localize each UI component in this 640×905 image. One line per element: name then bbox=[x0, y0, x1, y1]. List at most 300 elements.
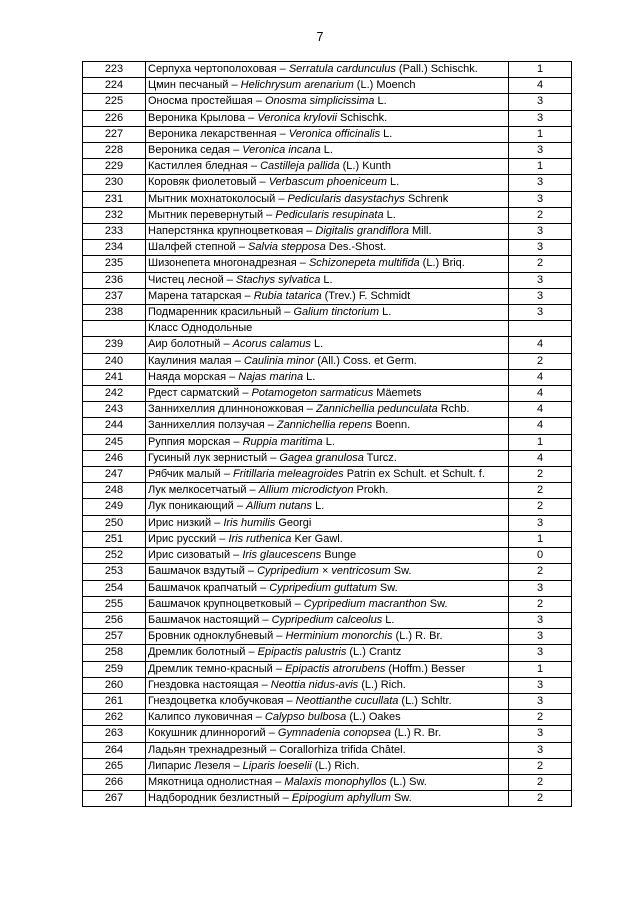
table-row bbox=[83, 175, 572, 191]
status-category: 3 bbox=[509, 240, 572, 256]
row-number: 267 bbox=[83, 791, 146, 807]
table-row bbox=[83, 499, 572, 515]
table-row bbox=[83, 256, 572, 272]
author-citation: L. bbox=[374, 95, 387, 108]
author-citation: Boenn. bbox=[372, 419, 411, 432]
table-row bbox=[83, 531, 572, 547]
latin-name: Cypripedium × ventricosum bbox=[257, 565, 391, 578]
russian-name: Каулиния малая bbox=[148, 354, 232, 367]
status-category: 3 bbox=[509, 612, 572, 628]
russian-name: Гнездовка настоящая bbox=[148, 678, 259, 691]
russian-name: Лук поникающий bbox=[148, 500, 234, 513]
row-number: 244 bbox=[83, 418, 146, 434]
author-citation: Sw. bbox=[390, 792, 412, 805]
row-number: 266 bbox=[83, 774, 146, 790]
status-category: 3 bbox=[509, 515, 572, 531]
table-row bbox=[83, 467, 572, 483]
russian-name: Мытник перевернутый bbox=[148, 208, 264, 221]
status-category: 3 bbox=[509, 305, 572, 321]
author-citation: L. bbox=[322, 435, 335, 448]
author-citation: (L.) Rich. bbox=[358, 678, 406, 691]
status-category: 1 bbox=[509, 434, 572, 450]
author-citation: (L.) R. Br. bbox=[391, 727, 442, 740]
russian-name: Ирис русский bbox=[148, 532, 217, 545]
status-category: 2 bbox=[509, 207, 572, 223]
table-row bbox=[83, 612, 572, 628]
status-category: 3 bbox=[509, 143, 572, 159]
status-category: 4 bbox=[509, 337, 572, 353]
russian-name: Надбородник безлистный bbox=[148, 792, 280, 805]
table-row bbox=[83, 288, 572, 304]
species-name: Гнездовка настоящая – Neottia nidus-avis (L.) Rich. bbox=[146, 677, 509, 693]
latin-name: Caulinia minor bbox=[243, 354, 315, 367]
author-citation: (L.) Briq. bbox=[419, 257, 465, 270]
table-row bbox=[83, 434, 572, 450]
author-citation: Sw. bbox=[426, 597, 448, 610]
russian-name: Коровяк фиолетовый bbox=[148, 176, 257, 189]
latin-name: Rubia tatarica bbox=[253, 289, 322, 302]
row-number: 233 bbox=[83, 224, 146, 240]
latin-name: Onosma simplicissima bbox=[265, 95, 375, 108]
table-row bbox=[83, 240, 572, 256]
table-row bbox=[83, 224, 572, 240]
species-name: Подмаренник красильный – Galium tinctorium L. bbox=[146, 305, 509, 321]
status-category: 1 bbox=[509, 531, 572, 547]
latin-name: Schizonepeta multifida bbox=[308, 257, 420, 270]
russian-name: Заннихеллия длинноножковая bbox=[148, 403, 304, 416]
status-category: 1 bbox=[509, 126, 572, 142]
status-category: 2 bbox=[509, 758, 572, 774]
row-number: 225 bbox=[83, 94, 146, 110]
latin-name: Cypripedium guttatum bbox=[269, 581, 377, 594]
latin-name: Epipogium aphyllum bbox=[291, 792, 391, 805]
row-number: 260 bbox=[83, 677, 146, 693]
species-name: Руппия морская – Ruppia maritima L. bbox=[146, 434, 509, 450]
latin-name: Epipactis palustris bbox=[257, 646, 347, 659]
latin-name: Herminium monorchis bbox=[285, 630, 393, 643]
species-name: Калипсо луковичная – Calypso bulbosa (L.) Oakes bbox=[146, 710, 509, 726]
row-number: 228 bbox=[83, 143, 146, 159]
russian-name: Рябчик малый bbox=[148, 468, 221, 481]
status-category: 2 bbox=[509, 256, 572, 272]
species-name: Мякотница однолистная – Malaxis monophyllos (L.) Sw. bbox=[146, 774, 509, 790]
species-name: Рдест сарматский – Potamogeton sarmaticus Mäemets bbox=[146, 386, 509, 402]
row-number: 231 bbox=[83, 191, 146, 207]
russian-name: Ирис низкий bbox=[148, 516, 212, 529]
author-citation: L. bbox=[310, 338, 324, 351]
table-row bbox=[83, 693, 572, 709]
row-number: 227 bbox=[83, 126, 146, 142]
table-row bbox=[83, 791, 572, 807]
row-number: 223 bbox=[83, 62, 146, 78]
species-name: Шизонепета многонадрезная – Schizonepeta multifida (L.) Briq. bbox=[146, 256, 509, 272]
author-citation: (L.) Schltr. bbox=[398, 694, 452, 707]
table-row bbox=[83, 272, 572, 288]
latin-name: Iris ruthenica bbox=[228, 532, 292, 545]
row-number: 257 bbox=[83, 629, 146, 645]
russian-name: Калипсо луковичная bbox=[148, 711, 253, 724]
table-row bbox=[83, 742, 572, 758]
row-number: 240 bbox=[83, 353, 146, 369]
row-number: 254 bbox=[83, 580, 146, 596]
russian-name: Кастиллея бледная bbox=[148, 160, 248, 173]
author-citation: L. bbox=[312, 500, 325, 513]
row-number: 252 bbox=[83, 548, 146, 564]
table-row bbox=[83, 369, 572, 385]
latin-name: Potamogeton sarmaticus bbox=[251, 387, 374, 400]
status-category: 2 bbox=[509, 353, 572, 369]
species-name: Заннихеллия ползучая – Zannichellia repens Boenn. bbox=[146, 418, 509, 434]
status-category bbox=[509, 321, 572, 337]
row-number: 237 bbox=[83, 288, 146, 304]
row-number: 255 bbox=[83, 596, 146, 612]
row-number: 235 bbox=[83, 256, 146, 272]
species-name: Вероника Крылова – Veronica krylovii Schischk. bbox=[146, 110, 509, 126]
species-name: Мытник мохнатоколосый – Pedicularis dasystachys Schrenk bbox=[146, 191, 509, 207]
table-row bbox=[83, 418, 572, 434]
species-name: Бровник одноклубневый – Herminium monorchis (L.) R. Br. bbox=[146, 629, 509, 645]
russian-name: Мякотница однолистная bbox=[148, 775, 273, 788]
status-category: 4 bbox=[509, 78, 572, 94]
table-row bbox=[83, 645, 572, 661]
row-number: 241 bbox=[83, 369, 146, 385]
species-name: Мытник перевернутый – Pedicularis resupinata L. bbox=[146, 207, 509, 223]
author-citation: (L.) Crantz bbox=[346, 646, 402, 659]
author-citation: Mill. bbox=[408, 225, 432, 238]
row-number: 248 bbox=[83, 483, 146, 499]
russian-name: Башмачок настоящий bbox=[148, 613, 260, 626]
latin-name: Neottia nidus-avis bbox=[270, 678, 359, 691]
latin-name: Serratula cardunculus bbox=[288, 63, 396, 75]
latin-name: Salvia stepposa bbox=[248, 241, 326, 254]
author-citation: (L.) Oakes bbox=[346, 711, 401, 724]
row-number: 236 bbox=[83, 272, 146, 288]
row-number: 256 bbox=[83, 612, 146, 628]
species-name: Серпуха чертополоховая – Serratula cardunculus (Pall.) Schischk. bbox=[146, 62, 509, 78]
status-category: 2 bbox=[509, 564, 572, 580]
status-category: 3 bbox=[509, 726, 572, 742]
author-citation: Bunge bbox=[321, 549, 357, 562]
section-row bbox=[83, 321, 572, 337]
latin-name: Pedicularis resupinata bbox=[275, 208, 384, 221]
author-citation: (L.) R. Br. bbox=[392, 630, 443, 643]
russian-name: Наяда морская bbox=[148, 370, 227, 383]
author-citation: (L.) Rich. bbox=[311, 759, 360, 772]
row-number: 229 bbox=[83, 159, 146, 175]
species-name: Башмачок крапчатый – Cypripedium guttatum Sw. bbox=[146, 580, 509, 596]
row-number: 258 bbox=[83, 645, 146, 661]
row-number: 234 bbox=[83, 240, 146, 256]
species-name: Башмачок вздутый – Cypripedium × ventricosum Sw. bbox=[146, 564, 509, 580]
latin-name: Najas marina bbox=[238, 370, 304, 383]
row-number: 250 bbox=[83, 515, 146, 531]
row-number: 251 bbox=[83, 531, 146, 547]
row-number: 249 bbox=[83, 499, 146, 515]
row-number: 224 bbox=[83, 78, 146, 94]
table-row bbox=[83, 515, 572, 531]
table-row bbox=[83, 402, 572, 418]
author-citation: Georgi bbox=[275, 516, 312, 529]
species-name: Липарис Лезеля – Liparis loeselii (L.) Rich. bbox=[146, 758, 509, 774]
russian-name: Гусиный лук зернистый bbox=[148, 451, 268, 464]
species-name: Надбородник безлистный – Epipogium aphyllum Sw. bbox=[146, 791, 509, 807]
russian-name: Ирис сизоватый bbox=[148, 549, 231, 562]
row-number: 245 bbox=[83, 434, 146, 450]
table-row bbox=[83, 78, 572, 94]
status-category: 4 bbox=[509, 402, 572, 418]
table-row bbox=[83, 774, 572, 790]
table-row bbox=[83, 305, 572, 321]
latin-name: Gymnadenia conopsea bbox=[277, 727, 392, 740]
author-citation: Sw. bbox=[390, 565, 412, 578]
author-citation: (Pall.) Schischk. bbox=[395, 63, 478, 75]
table-row bbox=[83, 580, 572, 596]
status-category: 1 bbox=[509, 159, 572, 175]
table-row bbox=[83, 483, 572, 499]
status-category: 1 bbox=[509, 62, 572, 78]
russian-name: Вероника Крылова bbox=[148, 111, 246, 124]
russian-name: Башмачок крупноцветковый bbox=[148, 597, 292, 610]
author-citation: L. bbox=[382, 613, 395, 626]
status-category: 0 bbox=[509, 548, 572, 564]
author-citation: Des.-Shost. bbox=[325, 241, 387, 254]
author-citation: Schrenk bbox=[404, 192, 449, 205]
table-row bbox=[83, 94, 572, 110]
author-citation: L. bbox=[303, 370, 316, 383]
russian-name: Кокушник длиннорогий bbox=[148, 727, 266, 740]
russian-name: Марена татарская bbox=[148, 289, 242, 302]
latin-name: Stachys sylvatica bbox=[235, 273, 321, 286]
species-name: Коровяк фиолетовый – Verbascum phoeniceum L. bbox=[146, 175, 509, 191]
row-number: 239 bbox=[83, 337, 146, 353]
species-name: Вероника седая – Veronica incana L. bbox=[146, 143, 509, 159]
author-citation: L. bbox=[320, 144, 333, 157]
latin-name: Veronica incana bbox=[242, 144, 321, 157]
latin-name: Digitalis grandiflora bbox=[315, 225, 409, 238]
table-row bbox=[83, 564, 572, 580]
latin-name: Helichrysum arenarium bbox=[240, 79, 354, 92]
russian-name: Лук мелкосетчатый bbox=[148, 484, 247, 497]
author-citation: (All.) Coss. et Germ. bbox=[314, 354, 417, 367]
author-citation: Rchb. bbox=[437, 403, 470, 416]
status-category: 3 bbox=[509, 110, 572, 126]
species-name: Оносма простейшая – Onosma simplicissima L. bbox=[146, 94, 509, 110]
russian-name: Мытник мохнатоколосый bbox=[148, 192, 276, 205]
russian-name: Вероника седая bbox=[148, 144, 231, 157]
status-category: 1 bbox=[509, 661, 572, 677]
species-table-body bbox=[83, 62, 572, 807]
author-citation: L. bbox=[383, 208, 396, 221]
table-row bbox=[83, 191, 572, 207]
status-category: 3 bbox=[509, 224, 572, 240]
status-category: 3 bbox=[509, 742, 572, 758]
author-citation: Mäemets bbox=[373, 387, 422, 400]
russian-name: Рдест сарматский bbox=[148, 387, 240, 400]
table-row bbox=[83, 629, 572, 645]
row-number: 259 bbox=[83, 661, 146, 677]
latin-name: Ruppia maritima bbox=[242, 435, 323, 448]
species-name: Дремлик болотный – Epipactis palustris (L.) Crantz bbox=[146, 645, 509, 661]
author-citation: Ker Gawl. bbox=[291, 532, 343, 545]
russian-name: Липарис Лезеля bbox=[148, 759, 231, 772]
latin-name: Allium microdictyon bbox=[258, 484, 354, 497]
russian-name: Ладьян трехнадрезный bbox=[148, 743, 267, 756]
row-number: 246 bbox=[83, 450, 146, 466]
species-name: Лук поникающий – Allium nutans L. bbox=[146, 499, 509, 515]
latin-name: Verbascum phoeniceum bbox=[268, 176, 387, 189]
species-name: Ирис русский – Iris ruthenica Ker Gawl. bbox=[146, 531, 509, 547]
table-row bbox=[83, 143, 572, 159]
russian-name: Вероника лекарственная bbox=[148, 127, 277, 140]
row-number: 243 bbox=[83, 402, 146, 418]
russian-name: Шизонепета многонадрезная bbox=[148, 257, 297, 270]
species-name: Аир болотный – Acorus calamus L. bbox=[146, 337, 509, 353]
russian-name: Чистец лесной bbox=[148, 273, 224, 286]
russian-name: Оносма простейшая bbox=[148, 95, 253, 108]
latin-name: Cypripedium macranthon bbox=[303, 597, 427, 610]
latin-name: Cypripedium calceolus bbox=[271, 613, 383, 626]
russian-name: Шалфей степной bbox=[148, 241, 236, 254]
table-row bbox=[83, 110, 572, 126]
table-row bbox=[83, 207, 572, 223]
status-category: 2 bbox=[509, 467, 572, 483]
table-row bbox=[83, 677, 572, 693]
russian-name: Башмачок крапчатый bbox=[148, 581, 258, 594]
status-category: 3 bbox=[509, 629, 572, 645]
table-row bbox=[83, 386, 572, 402]
latin-name: Allium nutans bbox=[246, 500, 313, 513]
species-name: Наперстянка крупноцветковая – Digitalis grandiflora Mill. bbox=[146, 224, 509, 240]
latin-name: Acorus calamus bbox=[232, 338, 311, 351]
status-category: 2 bbox=[509, 499, 572, 515]
latin-name: Castilleja pallida bbox=[260, 160, 340, 173]
row-number: 238 bbox=[83, 305, 146, 321]
author-citation: (L.) Sw. bbox=[386, 775, 427, 788]
species-name: Кастиллея бледная – Castilleja pallida (L.) Kunth bbox=[146, 159, 509, 175]
status-category: 3 bbox=[509, 288, 572, 304]
author-citation: L. bbox=[380, 127, 393, 140]
species-name: Заннихеллия длинноножковая – Zannichellia pedunculata Rchb. bbox=[146, 402, 509, 418]
author-citation: Prokh. bbox=[353, 484, 389, 497]
status-category: 3 bbox=[509, 580, 572, 596]
row-number bbox=[83, 321, 146, 337]
species-name: Башмачок настоящий – Cypripedium calceolus L. bbox=[146, 612, 509, 628]
table-row bbox=[83, 596, 572, 612]
latin-name: Veronica krylovii bbox=[257, 111, 337, 124]
status-category: 2 bbox=[509, 596, 572, 612]
row-number: 247 bbox=[83, 467, 146, 483]
author-citation: Turcz. bbox=[363, 451, 397, 464]
row-number: 264 bbox=[83, 742, 146, 758]
russian-name: Заннихеллия ползучая bbox=[148, 419, 265, 432]
status-category: 3 bbox=[509, 272, 572, 288]
species-name: Ирис сизоватый – Iris glaucescens Bunge bbox=[146, 548, 509, 564]
russian-name: Наперстянка крупноцветковая bbox=[148, 225, 304, 238]
latin-name: Epipactis atrorubens bbox=[285, 662, 386, 675]
species-name: Рябчик малый – Fritillaria meleagroides Patrin ex Schult. et Schult. f. bbox=[146, 467, 509, 483]
status-category: 2 bbox=[509, 791, 572, 807]
status-category: 3 bbox=[509, 645, 572, 661]
table-row bbox=[83, 337, 572, 353]
species-name: Вероника лекарственная – Veronica officinalis L. bbox=[146, 126, 509, 142]
author-citation: Sw. bbox=[376, 581, 398, 594]
author-citation: (Hoffm.) Besser bbox=[385, 662, 466, 675]
table-row bbox=[83, 758, 572, 774]
species-name: Кокушник длиннорогий – Gymnadenia conopsea (L.) R. Br. bbox=[146, 726, 509, 742]
species-name: Гнездоцветка клобучковая – Neottianthe cucullata (L.) Schltr. bbox=[146, 693, 509, 709]
russian-name: Дремлик болотный bbox=[148, 646, 246, 659]
latin-name: Neottianthe cucullata bbox=[295, 694, 399, 707]
species-name: Лук мелкосетчатый – Allium microdictyon Prokh. bbox=[146, 483, 509, 499]
author-citation: (Trev.) F. Schmidt bbox=[321, 289, 411, 302]
latin-name: Malaxis monophyllos bbox=[284, 775, 387, 788]
row-number: 226 bbox=[83, 110, 146, 126]
species-name: Дремлик темно-красный – Epipactis atrorubens (Hoffm.) Besser bbox=[146, 661, 509, 677]
row-number: 261 bbox=[83, 693, 146, 709]
status-category: 4 bbox=[509, 450, 572, 466]
table-row bbox=[83, 159, 572, 175]
table-row bbox=[83, 661, 572, 677]
russian-name: Подмаренник красильный bbox=[148, 306, 282, 319]
row-number: 263 bbox=[83, 726, 146, 742]
russian-name: Цмин песчаный bbox=[148, 79, 229, 92]
status-category: 3 bbox=[509, 175, 572, 191]
latin-name: Liparis loeselii bbox=[242, 759, 312, 772]
russian-name: Серпуха чертополоховая bbox=[148, 63, 277, 75]
status-category: 3 bbox=[509, 94, 572, 110]
species-name: Цмин песчаный – Helichrysum arenarium (L.) Moench bbox=[146, 78, 509, 94]
row-number: 265 bbox=[83, 758, 146, 774]
author-citation: L. bbox=[386, 176, 400, 189]
species-table bbox=[82, 61, 572, 807]
russian-name: Дремлик темно-красный bbox=[148, 662, 273, 675]
latin-name: Iris humilis bbox=[223, 516, 276, 529]
latin-name: Corallorhiza trifida Châtel. bbox=[279, 743, 406, 756]
status-category: 3 bbox=[509, 677, 572, 693]
author-citation: Patrin ex Schult. et Schult. f. bbox=[343, 468, 485, 481]
author-citation: L. bbox=[379, 306, 392, 319]
row-number: 262 bbox=[83, 710, 146, 726]
species-name: Наяда морская – Najas marina L. bbox=[146, 369, 509, 385]
russian-name: Башмачок вздутый bbox=[148, 565, 245, 578]
table-row bbox=[83, 710, 572, 726]
latin-name: Zannichellia repens bbox=[276, 419, 373, 432]
russian-name: Бровник одноклубневый bbox=[148, 630, 274, 643]
author-citation: L. bbox=[320, 273, 333, 286]
table-row bbox=[83, 548, 572, 564]
author-citation: (L.) Kunth bbox=[339, 160, 391, 173]
status-category: 4 bbox=[509, 418, 572, 434]
russian-name: Аир болотный bbox=[148, 338, 221, 351]
status-category: 3 bbox=[509, 693, 572, 709]
latin-name: Veronica officinalis bbox=[288, 127, 381, 140]
page-number: 7 bbox=[316, 30, 324, 44]
status-category: 3 bbox=[509, 191, 572, 207]
table-row bbox=[83, 62, 572, 78]
latin-name: Pedicularis dasystachys bbox=[287, 192, 405, 205]
russian-name: Руппия морская bbox=[148, 435, 231, 448]
row-number: 242 bbox=[83, 386, 146, 402]
latin-name: Gagea granulosa bbox=[279, 451, 364, 464]
species-name: Ирис низкий – Iris humilis Georgi bbox=[146, 515, 509, 531]
table-row bbox=[83, 353, 572, 369]
row-number: 230 bbox=[83, 175, 146, 191]
status-category: 2 bbox=[509, 483, 572, 499]
species-name: Шалфей степной – Salvia stepposa Des.-Shost. bbox=[146, 240, 509, 256]
latin-name: Zannichellia pedunculata bbox=[315, 403, 438, 416]
table-row bbox=[83, 126, 572, 142]
latin-name: Iris glaucescens bbox=[242, 549, 322, 562]
